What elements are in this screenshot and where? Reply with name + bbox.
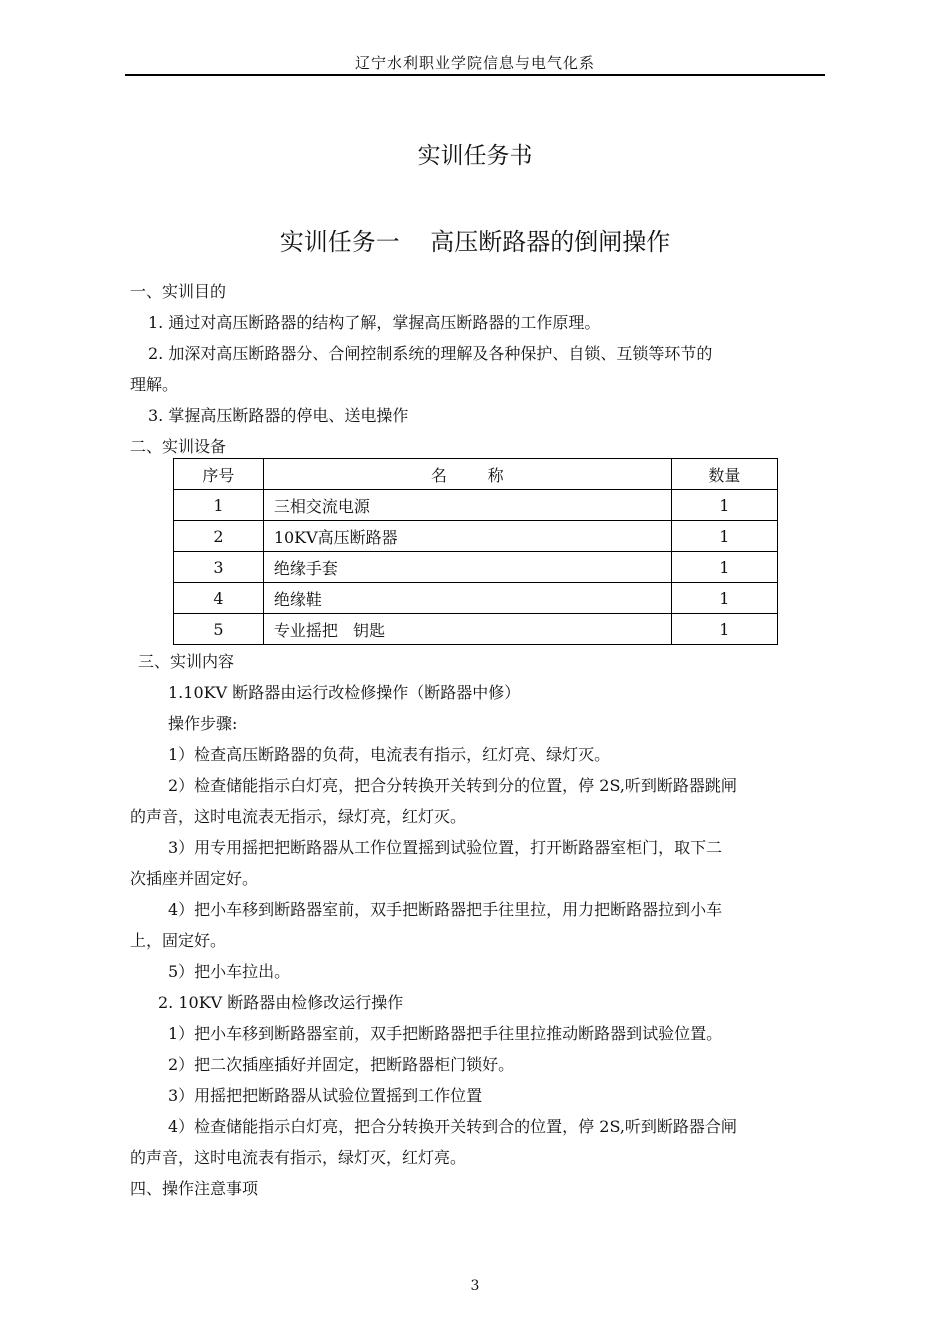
cell-number: 2 — [174, 521, 264, 552]
cell-quantity: 1 — [671, 614, 777, 645]
objective-2-cont: 理解。 — [130, 375, 179, 394]
section4-heading: 四、操作注意事项 — [130, 1179, 259, 1198]
cell-number: 3 — [174, 552, 264, 583]
cell-quantity: 1 — [671, 521, 777, 552]
table-row — [174, 521, 778, 552]
part1-title: 1.10KV 断路器由运行改检修操作（断路器中修） — [168, 683, 521, 702]
part1-step4: 4）把小车移到断路器室前，双手把断路器把手往里拉，用力把断路器拉到小车 — [168, 900, 723, 919]
section1-heading: 一、实训目的 — [130, 282, 227, 301]
cell-quantity: 1 — [671, 583, 777, 614]
part1-step1: 1）检查高压断路器的负荷，电流表有指示，红灯亮、绿灯灭。 — [168, 745, 611, 764]
steps-label: 操作步骤: — [168, 714, 238, 733]
column-header-name: 名 称 — [263, 459, 671, 490]
cell-name: 绝缘手套 — [263, 552, 671, 583]
part1-step4-cont: 上，固定好。 — [130, 931, 227, 950]
table-header-row — [174, 459, 778, 490]
header-divider — [125, 74, 825, 76]
cell-number: 1 — [174, 490, 264, 521]
table-row — [174, 614, 778, 645]
document-title: 实训任务书 — [417, 143, 533, 169]
table-row — [174, 552, 778, 583]
cell-name: 三相交流电源 — [263, 490, 671, 521]
section2-heading: 二、实训设备 — [130, 437, 227, 456]
objective-1: 1. 通过对高压断路器的结构了解，掌握高压断路器的工作原理。 — [148, 313, 601, 332]
task-title: 实训任务一 高压断路器的倒闸操作 — [279, 228, 671, 256]
objective-3: 3. 掌握高压断路器的停电、送电操作 — [148, 406, 409, 425]
part2-step4: 4）检查储能指示白灯亮，把合分转换开关转到合的位置，停 2S,听到断路器合闸 — [168, 1117, 737, 1136]
part1-step3: 3）用专用摇把把断路器从工作位置摇到试验位置，打开断路器室柜门，取下二 — [168, 838, 723, 857]
part1-step5: 5）把小车拉出。 — [168, 962, 291, 981]
part1-step2-cont: 的声音，这时电流表无指示，绿灯亮，红灯灭。 — [130, 807, 467, 826]
column-header-quantity: 数量 — [671, 459, 777, 490]
page-header: 辽宁水利职业学院信息与电气化系 — [354, 54, 595, 72]
cell-number: 4 — [174, 583, 264, 614]
part2-step4-cont: 的声音，这时电流表有指示，绿灯灭，红灯亮。 — [130, 1148, 467, 1167]
cell-name: 绝缘鞋 — [263, 583, 671, 614]
part2-step3: 3）用摇把把断路器从试验位置摇到工作位置 — [168, 1086, 483, 1105]
column-header-number: 序号 — [174, 459, 264, 490]
table-row — [174, 583, 778, 614]
page-number: 3 — [470, 1278, 480, 1294]
cell-name: 专业摇把 钥匙 — [263, 614, 671, 645]
part2-step2: 2）把二次插座插好并固定，把断路器柜门锁好。 — [168, 1055, 515, 1074]
part2-title: 2. 10KV 断路器由检修改运行操作 — [158, 993, 404, 1012]
objective-2: 2. 加深对高压断路器分、合闸控制系统的理解及各种保护、自锁、互锁等环节的 — [148, 344, 713, 363]
cell-quantity: 1 — [671, 490, 777, 521]
part2-step1: 1）把小车移到断路器室前，双手把断路器把手往里拉推动断路器到试验位置。 — [168, 1024, 723, 1043]
part1-step3-cont: 次插座并固定好。 — [130, 869, 259, 888]
cell-number: 5 — [174, 614, 264, 645]
cell-quantity: 1 — [671, 552, 777, 583]
equipment-table — [173, 458, 778, 645]
table-row — [174, 490, 778, 521]
part1-step2: 2）检查储能指示白灯亮，把合分转换开关转到分的位置，停 2S,听到断路器跳闸 — [168, 776, 737, 795]
cell-name: 10KV高压断路器 — [263, 521, 671, 552]
section3-heading: 三、实训内容 — [138, 652, 235, 671]
